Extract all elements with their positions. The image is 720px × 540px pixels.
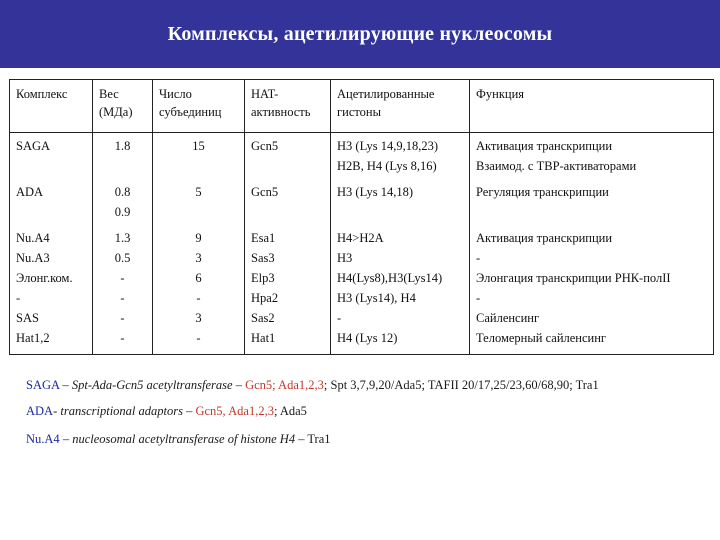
table-row [10,179,714,225]
cell-line: H3 (Lys14), H4 [337,291,416,305]
cell-line: Активация транскрипции [476,139,613,153]
cell-line: Hat1 [251,331,276,345]
cell-hat [245,179,331,225]
cell-line: - [196,331,201,345]
cell-line: Nu.A3 [16,251,50,265]
cell-line: Sas2 [251,311,275,325]
header-row [10,80,714,133]
note-saga [26,376,706,394]
note-saga-name: SAGA [26,378,60,392]
cell-line: Теломерный сайленсинг [476,331,607,345]
header-col-subunits: Число субъединиц [153,80,245,133]
header-col-complex: Комплекс [10,80,93,133]
cell-line: 0.9 [114,205,131,219]
cell-hat [245,133,331,180]
complexes-table [9,79,714,355]
cell-line: - [120,331,125,345]
slide-title: Комплексы, ацетилирующие нуклеосомы [167,22,553,45]
cell-line: 3 [195,311,202,325]
cell-weight [93,225,153,355]
cell-line: Активация транскрипции [476,231,613,245]
cell-line: Sas3 [251,251,275,265]
cell-weight [93,133,153,180]
note-ada-dash: - [53,404,61,418]
cell-line: - [120,311,125,325]
cell-subunits [153,225,245,355]
cell-complex [10,225,93,355]
cell-weight [93,179,153,225]
cell-line: - [196,291,201,305]
cell-line: 0.8 [114,185,131,199]
cell-line: 3 [195,251,202,265]
cell-line: Elp3 [251,271,275,285]
table-header [10,80,714,133]
cell-function [470,133,714,180]
cell-line: H3 (Lys 14,18) [337,185,414,199]
cell-line: - [120,291,125,305]
note-saga-red: Gcn5; Ada1,2,3 [245,378,324,392]
cell-line: 0.5 [114,251,131,265]
cell-line: 15 [192,139,205,153]
cell-line: 1.8 [114,139,131,153]
note-saga-rest: ; Spt 3,7,9,20/Ada5; TAFII 20/17,25/23,60/68,90; Tra1 [323,378,599,392]
notes [26,376,706,456]
cell-line: 9 [195,231,202,245]
note-nua4-desc: nucleosomal acetyltransferase of histone H4 [72,432,296,446]
cell-complex [10,179,93,225]
cell-line: SAGA [16,139,51,153]
table-row [10,133,714,180]
cell-line: SAS [16,311,39,325]
cell-line: 5 [195,185,202,199]
cell-line: Esa1 [251,231,276,245]
cell-subunits [153,133,245,180]
header-col-function: Функция [470,80,714,133]
cell-line: H3 [337,251,353,265]
cell-line: Nu.A4 [16,231,50,245]
cell-line: - [476,251,481,265]
cell-line: H2B, H4 (Lys 8,16) [337,159,437,173]
cell-line: Сайленсинг [476,311,540,325]
title-bar [0,0,720,68]
cell-line: Элонгация транскрипции РНК-полII [476,271,671,285]
cell-histones [331,179,470,225]
header-col-histones: Ацетилированные гистоны [331,80,470,133]
cell-function [470,179,714,225]
note-ada-rest: ; Ada5 [273,404,307,418]
note-nua4-dash: – [59,432,73,446]
header-col-weight: Вес (МДа) [93,80,153,133]
note-nua4 [26,430,706,448]
cell-histones [331,225,470,355]
cell-line: ADA [16,185,44,199]
cell-line: 1.3 [114,231,131,245]
table-row [10,225,714,355]
cell-line: Hat1,2 [16,331,50,345]
note-nua4-name: Nu.A4 [26,432,60,446]
note-saga-dash2: – [232,378,246,392]
note-saga-dash: – [59,378,72,392]
cell-line: H4(Lys8),H3(Lys14) [337,271,443,285]
cell-line: - [476,291,481,305]
note-nua4-rest: – Tra1 [295,432,331,446]
note-ada [26,402,706,420]
cell-line: Взаимод. с TBP-активаторами [476,159,637,173]
cell-complex [10,133,93,180]
cell-line: H4 (Lys 12) [337,331,398,345]
cell-function [470,225,714,355]
header-col-hat: HAT- активность [245,80,331,133]
cell-line: H3 (Lys 14,9,18,23) [337,139,439,153]
cell-histones [331,133,470,180]
cell-line: - [120,271,125,285]
note-saga-desc: Spt-Ada-Gcn5 acetyltransferase [71,378,233,392]
note-ada-name: ADA [26,404,54,418]
note-ada-dash2: – [182,404,196,418]
cell-line: - [337,311,342,325]
table-body [10,133,714,355]
cell-line: Элонг.ком. [16,271,73,285]
cell-line: Регуляция транскрипции [476,185,609,199]
cell-hat [245,225,331,355]
cell-line: 6 [195,271,202,285]
cell-line: H4>H2A [337,231,384,245]
cell-line: Hpa2 [251,291,279,305]
cell-subunits [153,179,245,225]
cell-line: Gcn5 [251,139,279,153]
note-ada-red: Gcn5, Ada1,2,3 [195,404,274,418]
cell-line: - [16,291,21,305]
note-ada-desc: transcriptional adaptors [60,404,183,418]
cell-line: Gcn5 [251,185,279,199]
